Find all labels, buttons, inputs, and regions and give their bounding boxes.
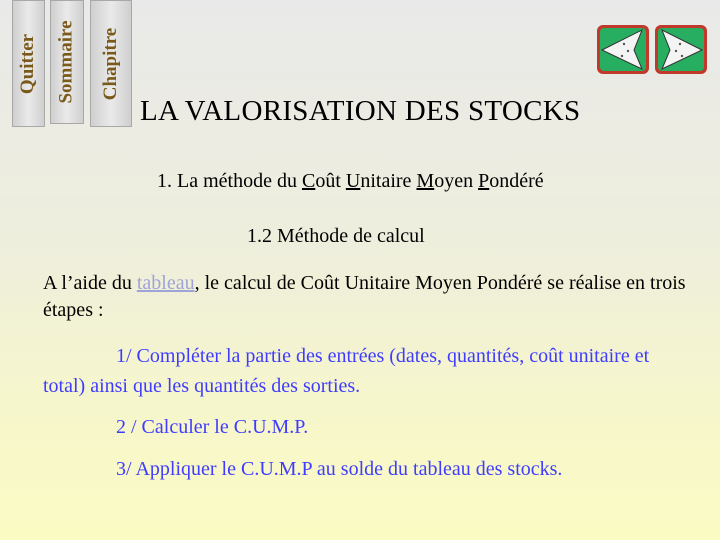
section-letter-m: M <box>416 170 435 192</box>
intro-text-before: A l’aide du <box>43 272 137 294</box>
summary-label: Sommaire <box>56 20 77 104</box>
chapter-label: Chapitre <box>100 27 122 100</box>
quit-label: Quitter <box>17 33 39 94</box>
section-prefix: 1. La méthode du <box>157 170 302 192</box>
summary-tab[interactable] <box>50 0 84 124</box>
tableau-link[interactable]: tableau <box>136 272 195 294</box>
section-letter-u: U <box>345 170 361 192</box>
page-title: LA VALORISATION DES STOCKS <box>140 95 581 127</box>
section-word-1: oût <box>315 170 346 192</box>
section-word-3: oyen <box>434 170 479 192</box>
section-word-4: ondéré <box>489 170 544 192</box>
intro-text-after: , le calcul de Coût Unitaire Moyen Pondéré se réalise en trois étapes : <box>43 272 686 321</box>
section-letter-c: C <box>301 170 316 192</box>
arrow-right-icon[interactable] <box>652 22 710 77</box>
intro-paragraph <box>43 270 693 324</box>
chapter-tab[interactable] <box>90 0 132 127</box>
section-letter-p: P <box>478 170 490 192</box>
step-2: 2 / Calculer le C.U.M.P. <box>116 416 309 438</box>
step-3: 3/ Appliquer le C.U.M.P au solde du tableau des stocks. <box>116 458 563 480</box>
step-1: 1/ Compléter la partie des entrées (dates, quantités, coût unitaire et total) ainsi que les quantités des sorties. <box>43 345 650 397</box>
section-heading <box>157 170 544 193</box>
subsection-heading: 1.2 Méthode de calcul <box>247 225 425 247</box>
section-word-2: nitaire <box>360 170 417 192</box>
quit-tab[interactable] <box>12 0 45 127</box>
arrow-left-icon[interactable] <box>594 22 652 77</box>
